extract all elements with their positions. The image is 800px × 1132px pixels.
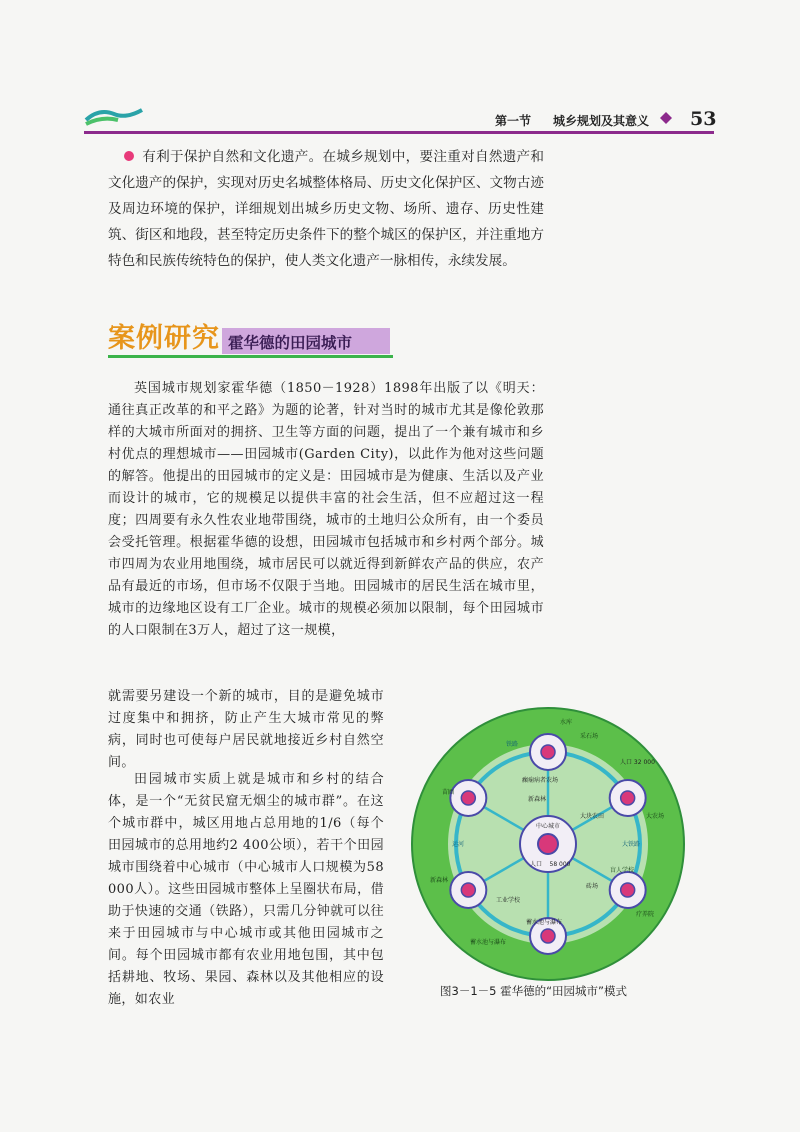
inner-label-4: 蓄水池与瀑布 xyxy=(526,919,563,926)
paragraph-definition: 英国城市规划家霍华德（1850－1928）1898年出版了以《明天：通往真正改革的和平之路》为题的论著，针对当时的城市尤其是像伦敦那样的大城市所面对的拥挤、卫生等方面的问题，提出了一个兼有城市和乡村优点的理想城市——田园城市(Garden City)，以此作为他对这些问题的解答。他提出的田园城市的定义是：田园城市是为健康、生活以及产业而设计的城市，它的规模足以提供丰富的社会生活，但不应超过这一程度；四周要有永久性农业地带围绕，城市的土地归公众所有，由一个委员会受托管理。根据霍华德的设想，田园城市包括城市和乡村两个部分。城市四周为农业用地围绕，城市居民可以就近得到新鲜农产品的供应，农产品有最近的市场，但市场不仅限于当地。田园城市的居民生活在城市里，城市的边缘地区设有工厂企业。城市的规模必须加以限制，每个田园城市的人口限制在3万人，超过了这一规模， xyxy=(108,381,544,638)
inner-label-1: 癫痫病者农场 xyxy=(522,777,559,784)
central-city xyxy=(520,816,576,872)
case-underline xyxy=(108,355,393,358)
satellite-city-core-4 xyxy=(461,883,475,897)
case-subheading: 霍华德的田园城市 xyxy=(228,334,353,352)
outer-label-0: 苗圃 xyxy=(442,789,455,796)
outer-label-4: 采石场 xyxy=(580,733,599,740)
header-title: 城乡规划及其意义 xyxy=(553,114,650,128)
satellite-city-4 xyxy=(450,872,486,908)
inner-label-3: 大块农田 xyxy=(580,813,605,820)
inner-label-2: 工业学校 xyxy=(496,897,521,904)
satellite-city-1 xyxy=(610,780,646,816)
outer-label-6: 蓄水池与瀑布 xyxy=(470,939,507,946)
bullet-icon xyxy=(124,151,134,161)
ring-label-railway: 铁路 xyxy=(506,741,519,748)
header-wave-decoration xyxy=(84,104,144,126)
intro-paragraph xyxy=(108,144,544,274)
satellite-city-core-0 xyxy=(541,745,555,759)
ring-label-big-railway: 大铁路 xyxy=(622,841,641,848)
satellite-city-core-1 xyxy=(621,791,635,805)
page-number: 53 xyxy=(690,108,717,130)
garden-city-diagram xyxy=(410,706,686,982)
figure-caption: 图3－1－5 霍华德的“田园城市”模式 xyxy=(440,984,628,998)
outer-label-7: 盲人学校 xyxy=(610,867,635,874)
header-rule xyxy=(84,131,714,134)
satellite-city-2 xyxy=(610,872,646,908)
outer-label-2: 大农场 xyxy=(646,813,665,820)
outer-label-5: 疗养院 xyxy=(636,911,655,918)
center-label-2: 58 000 xyxy=(549,861,571,868)
diamond-icon xyxy=(660,112,672,124)
paragraph-size-limit: 就需要另建设一个新的城市，目的是避免城市过度集中和拥挤，防止产生大城市常见的弊病，同时也可使每户居民就地接近乡村自然空间。 xyxy=(108,689,384,770)
center-label-1: 人口 xyxy=(529,861,543,868)
inner-label-5: 砖场 xyxy=(586,883,599,890)
satellite-city-core-3 xyxy=(541,929,555,943)
outer-label-3: 新森林 xyxy=(430,877,449,884)
satellite-city-5 xyxy=(450,780,486,816)
satellite-city-0 xyxy=(530,734,566,770)
case-heading: 案例研究 xyxy=(108,323,220,354)
satellite-city-core-5 xyxy=(461,791,475,805)
satellite-label: 人口 32 000 xyxy=(620,759,655,766)
ring-label-canal: 运河 xyxy=(452,841,465,848)
intro-text: 有利于保护自然和文化遗产。在城乡规划中，要注重对自然遗产和文化遗产的保护，实现对历史名城整体格局、历史文化保护区、文物古迹及周边环境的保护，详细规划出城乡历史文物、场所、遗存、历史性建筑、街区和地段，甚至特定历史条件下的整个城区的保护区，并注重地方特色和民族传统特色的保护，使人类文化遗产一脉相传，永续发展。 xyxy=(108,149,544,269)
outer-label-1: 水库 xyxy=(560,719,573,726)
center-label-0: 中心城市 xyxy=(535,823,561,830)
satellite-city-core-2 xyxy=(621,883,635,897)
header-section: 第一节 xyxy=(495,114,532,128)
paragraph-city-cluster: 田园城市实质上就是城市和乡村的结合体，是一个“无贫民窟无烟尘的城市群”。在这个城市群中，城区用地占总用地的1/6（每个田园城市的总用地约2 400公顷），若干个田园城市围绕着中心城市（中心城市人口规模为58 000人）。这些田园城市整体上呈圈状布局，借助于快速的交通（铁路），只需几分钟就可以往来于田园城市与中心城市或其他田园城市之间。每个田园城市都有农业用地包围，其中包括耕地、牧场、果园、森林以及其他相应的设施，如农业 xyxy=(108,772,384,1007)
inner-label-0: 新森林 xyxy=(528,796,547,803)
